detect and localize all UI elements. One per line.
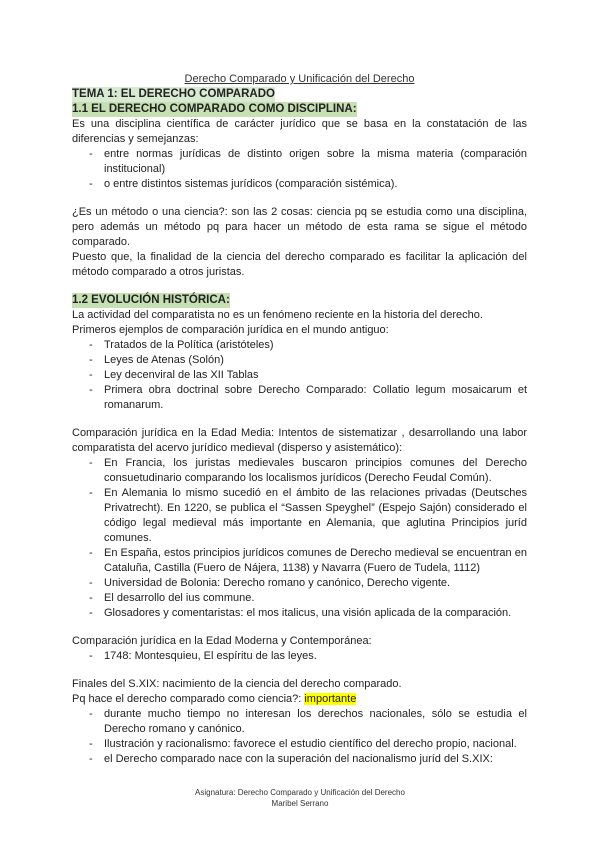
- list-item: - el Derecho comparado nace con la superación del nacionalismo juríd del S.XIX:: [72, 752, 527, 767]
- section-2-heading: 1.2 EVOLUCIÓN HISTÓRICA:: [72, 294, 230, 306]
- list-item: - En Francia, los juristas medievales buscaron principios comunes del Derecho consuetudinario comparando los localismos jurídicos (Derecho Feudal Común).: [72, 456, 527, 486]
- document-header-title: Derecho Comparado y Unificación del Derecho: [184, 73, 415, 85]
- highlight-importante: importante: [304, 693, 357, 705]
- method-question-paragraph: ¿Es un método o una ciencia?: son las 2 cosas: ciencia pq se estudia como una disciplina, pero además un método pq para hacer un método de esta rama se sigue el método comparado.: [72, 206, 527, 248]
- list-item: - o entre distintos sistemas jurídicos (comparación sistémica).: [72, 177, 527, 192]
- edad-moderna-intro: Comparación jurídica en la Edad Moderna y Contemporánea:: [72, 635, 372, 647]
- ciencia-question: [72, 692, 527, 707]
- edad-moderna-list: [72, 649, 527, 664]
- list-item: - durante mucho tiempo no interesan los derechos nacionales, sólo se estudia el Derecho romano y canónico.: [72, 707, 527, 737]
- section-1-heading: 1.1 EL DERECHO COMPARADO COMO DISCIPLINA:: [72, 103, 357, 115]
- list-item: - El desarrollo del ius commune.: [72, 591, 527, 606]
- footer-author: Maribel Serrano: [271, 799, 329, 808]
- footer-subject: Asignatura: Derecho Comparado y Unificación del Derecho: [195, 788, 405, 797]
- list-item: - Universidad de Bolonia: Derecho romano y canónico, Derecho vigente.: [72, 576, 527, 591]
- section-2-paragraph: La actividad del comparatista no es un fenómeno reciente en la historia del derecho.: [72, 309, 483, 321]
- list-item: - Ilustración y racionalismo: favorece el estudio científico del derecho propio, nacional.: [72, 737, 527, 752]
- list-item: - Primera obra doctrinal sobre Derecho Comparado: Collatio legum mosaicarum et romanarum.: [72, 383, 527, 413]
- section-1-bullets: [72, 147, 527, 192]
- tema-heading: TEMA 1: EL DERECHO COMPARADO: [72, 88, 275, 100]
- list-item: - Leyes de Atenas (Solón): [72, 353, 527, 368]
- list-item: - Glosadores y comentaristas: el mos italicus, una visión aplicada de la comparación.: [72, 606, 527, 621]
- list-item: - En España, estos principios jurídicos comunes de Derecho medieval se encuentran en Cataluña, Castilla (Fuero de Nájera, 1138) y Navarra (Fuero de Tudela, 1112): [72, 546, 527, 576]
- page-footer: [0, 787, 600, 809]
- antiguo-intro: Primeros ejemplos de comparación jurídica en el mundo antiguo:: [72, 324, 389, 336]
- edad-media-intro: Comparación jurídica en la Edad Media: Intentos de sistematizar , desarrollando una labor comparatista del acervo jurídico medieval (disperso y asistemático):: [72, 427, 527, 454]
- list-item: - entre normas jurídicas de distinto origen sobre la misma materia (comparación institucional): [72, 147, 527, 177]
- finales-siglo-paragraph: Finales del S.XIX: nacimiento de la ciencia del derecho comparado.: [72, 678, 402, 690]
- ciencia-list: [72, 707, 527, 767]
- purpose-paragraph: Puesto que, la finalidad de la ciencia del derecho comparado es facilitar la aplicación del método comparado a otros juristas.: [72, 251, 527, 278]
- antiguo-list: [72, 338, 527, 413]
- document-page: [72, 72, 527, 767]
- ciencia-question-text: Pq hace el derecho comparado como ciencia?:: [72, 693, 305, 705]
- list-item: - En Alemania lo mismo sucedió en el ámbito de las relaciones privadas (Deutsches Privatrecht). En 1220, se publica el “Sassen Speyghel” (Espejo Sajón) considerado el código legal medieval más importante en Alemania, que aglutina Principios juríd comunes.: [72, 486, 527, 546]
- section-1-intro: Es una disciplina científica de carácter jurídico que se basa en la constatación de las diferencias y semejanzas:: [72, 118, 527, 145]
- list-item: - Tratados de la Política (aristóteles): [72, 338, 527, 353]
- list-item: - 1748: Montesquieu, El espíritu de las leyes.: [72, 649, 527, 664]
- edad-media-list: [72, 456, 527, 621]
- list-item: - Ley decenviral de las XII Tablas: [72, 368, 527, 383]
